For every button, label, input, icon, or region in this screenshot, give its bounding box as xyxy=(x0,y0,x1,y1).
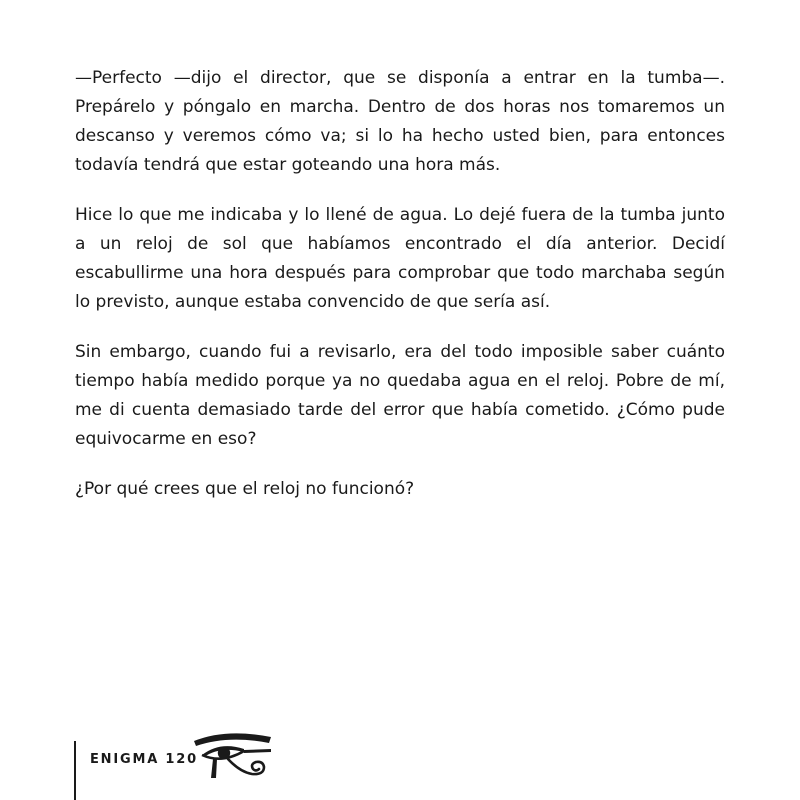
body-text xyxy=(75,64,725,525)
eye-of-horus-icon xyxy=(192,728,272,784)
question-paragraph: ¿Por qué crees que el reloj no funcionó? xyxy=(75,479,415,499)
paragraph-2: Hice lo que me indicaba y lo llené de agua. Lo dejé fuera de la tumba junto a un reloj de sol que habíamos encontrado el día anterior. Decidí escabullirme una hora después para comprobar que todo marchaba según lo previsto, aunque estaba convencido de que sería así. xyxy=(75,205,725,312)
paragraph-1: —Perfecto —dijo el director, que se disponía a entrar en la tumba—. Prepárelo y póngalo en marcha. Dentro de dos horas nos tomaremos un descanso y veremos cómo va; si lo ha hecho usted bien, para entonces todavía tendrá que estar goteando una hora más. xyxy=(75,68,725,175)
footer-vertical-rule xyxy=(74,741,76,800)
enigma-number-label: ENIGMA 120 xyxy=(90,752,198,767)
paragraph-3: Sin embargo, cuando fui a revisarlo, era del todo imposible saber cuánto tiempo había medido porque ya no quedaba agua en el reloj. Pobre de mí, me di cuenta demasiado tarde del error que había cometido. ¿Cómo pude equivocarme en eso? xyxy=(75,342,725,449)
